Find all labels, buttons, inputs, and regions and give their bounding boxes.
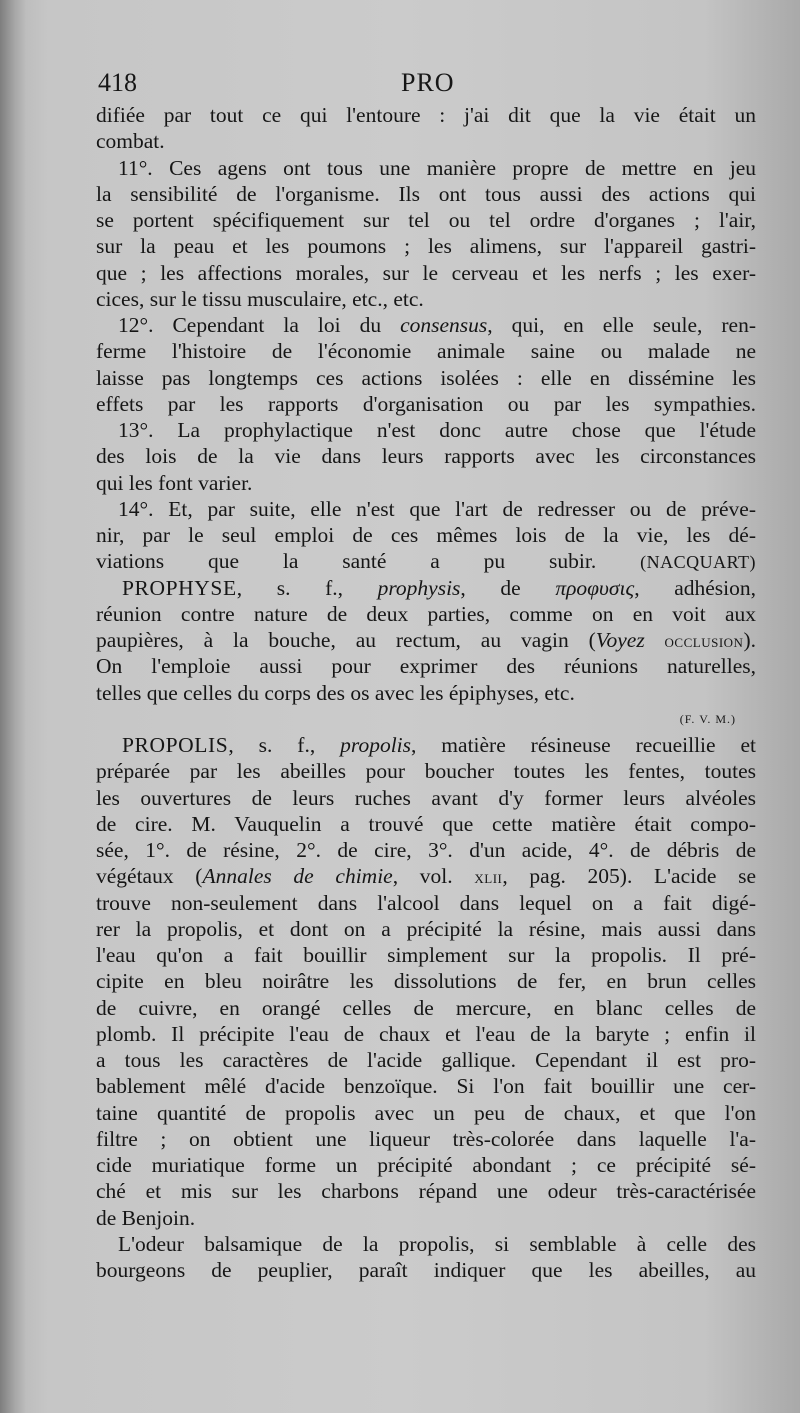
citation-volume: xlii	[474, 867, 503, 888]
text-line: a tous les caractères de l'acide gallique. Cependant il est pro-	[96, 1048, 756, 1072]
text-line: filtre ; on obtient une liqueur très-colorée dans laquelle l'a-	[96, 1126, 756, 1151]
text-line: 11°. Ces agens ont tous une manière propre de mettre en jeu	[118, 155, 756, 180]
text-line: L'odeur balsamique de la propolis, si semblable à celle des	[118, 1231, 756, 1256]
text-line: les ouvertures de leurs ruches avant d'y former leurs alvéoles	[96, 785, 756, 810]
text-line: bablement mêlé d'acide benzoïque. Si l'on fait bouillir une cer-	[96, 1074, 756, 1099]
text-line	[96, 548, 756, 574]
text-line: trouve non-seulement dans l'alcool dans lequel on a fait digé-	[96, 890, 756, 915]
text-run: paupières, à la bouche, au rectum, au vagin (	[96, 628, 596, 652]
text-line: plomb. Il précipite l'eau de chaux et l'eau de la baryte ; enfin il	[96, 1021, 756, 1046]
text-line: difiée par tout ce qui l'entoure : j'ai dit que la vie était un	[96, 103, 756, 127]
term-propolis: propolis	[340, 733, 412, 757]
text-run: , pag. 205). L'acide se	[502, 864, 756, 889]
text-line: l'eau qu'on a fait bouillir simplement sur la propolis. Il pré-	[96, 943, 756, 967]
text-run: végétaux (	[96, 864, 203, 889]
text-run: , adhésion,	[634, 575, 757, 600]
entry-headword-propolis: PROPOLIS	[122, 733, 229, 757]
text-line: bourgeons de peuplier, paraît indiquer que les abeilles, au	[96, 1258, 756, 1282]
text-line: ferme l'histoire de l'économie animale saine ou malade ne	[96, 339, 756, 364]
cross-ref-occlusion: occlusion	[664, 631, 744, 651]
author-signature: (F. V. M.)	[679, 711, 736, 726]
text-line: cices, sur le tissu musculaire, etc., etc.	[96, 286, 424, 311]
text-run: , s. f.,	[228, 733, 341, 757]
text-line: que ; les affections morales, sur le cerveau et les nerfs ; les exer-	[96, 260, 756, 285]
text-line: la sensibilité de l'organisme. Ils ont tous aussi des actions qui	[96, 181, 756, 206]
entry-line	[96, 732, 756, 758]
text-line: cide muriatique forme un précipité abondant ; ce précipité sé-	[96, 1153, 756, 1177]
text-run: 12°. Cependant la loi du	[118, 313, 401, 337]
page-text	[96, 68, 756, 1283]
term-consensus: consensus	[400, 313, 488, 337]
text-line: telles que celles du corps des os avec les épiphyses, etc.	[96, 680, 575, 705]
text-line: préparée par les abeilles pour boucher toutes les fentes, toutes	[96, 759, 756, 784]
text-line	[96, 863, 756, 889]
entry-headword-prophyse: PROPHYSE	[122, 575, 237, 600]
text-line: effets par les rapports d'organisation ou par les sympathies.	[96, 391, 756, 416]
text-line: sur la peau et les poumons ; les alimens, sur l'appareil gastri-	[96, 234, 756, 259]
text-line: de Benjoin.	[96, 1205, 196, 1230]
text-line: des lois de la vie dans leurs rapports avec les circonstances	[96, 444, 756, 469]
page-gutter-shadow	[0, 0, 26, 1413]
text-line: de cuivre, en orangé celles de mercure, en blanc celles de	[96, 995, 756, 1020]
text-line: combat.	[96, 129, 165, 154]
page-number: 418	[98, 68, 137, 97]
text-line: réunion contre nature de deux parties, comme on en voit aux	[96, 601, 756, 626]
text-run: , vol.	[392, 864, 475, 889]
text-run: , de	[460, 575, 556, 600]
text-line: cipite en bleu noirâtre les dissolutions de fer, en brun celles	[96, 969, 756, 994]
text-line: 14°. Et, par suite, elle n'est que l'art de redresser ou de préve-	[118, 496, 756, 521]
cross-ref-voyez: Voyez	[595, 628, 645, 652]
text-run: , qui, en elle seule, ren-	[487, 313, 756, 337]
greek-term: προφυσις	[555, 575, 635, 600]
page-header	[96, 68, 756, 102]
text-run: viations que la santé a pu subir.	[96, 549, 597, 574]
text-line: taine quantité de propolis avec un peu de chaux, et que l'on	[96, 1100, 756, 1125]
text-line	[96, 312, 756, 338]
text-line: laisse pas longtemps ces actions isolées : elle en dissémine les	[96, 365, 756, 390]
text-line: qui les font varier.	[96, 470, 253, 495]
author-signature: (NACQUART)	[640, 552, 757, 573]
text-line: On l'emploie aussi pour exprimer des réunions naturelles,	[96, 654, 756, 679]
term-prophysis: prophysis	[377, 575, 461, 600]
text-run: , matière résineuse recueillie et	[411, 733, 756, 757]
text-line: sée, 1°. de résine, 2°. de cire, 3°. d'un acide, 4°. de débris de	[96, 838, 756, 862]
text-run: , s. f.,	[236, 575, 378, 600]
text-line: nir, par le seul emploi de ces mêmes lois de la vie, les dé-	[96, 523, 756, 547]
text-line: se portent spécifiquement sur tel ou tel ordre d'organes ; l'air,	[96, 208, 756, 232]
entry-line	[96, 575, 756, 601]
text-line	[96, 627, 756, 653]
text-line: rer la propolis, et dont on a précipité la résine, mais aussi dans	[96, 916, 756, 941]
text-line: 13°. La prophylactique n'est donc autre chose que l'étude	[118, 418, 756, 442]
running-head: PRO	[401, 68, 455, 97]
citation-annales: Annales de chimie	[202, 864, 393, 889]
text-line: de cire. M. Vauquelin a trouvé que cette matière était compo-	[96, 811, 756, 836]
text-run: ).	[743, 628, 756, 652]
text-line: ché et mis sur les charbons répand une odeur très-caractérisée	[96, 1179, 756, 1204]
